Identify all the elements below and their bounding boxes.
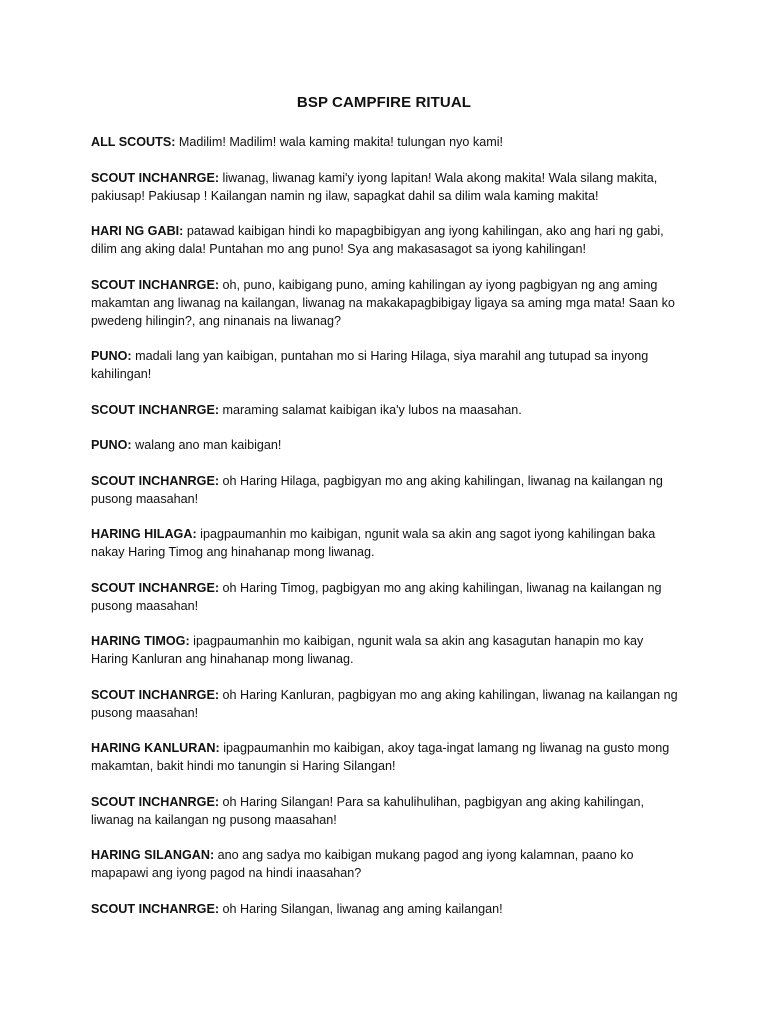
speaker-label: SCOUT INCHANRGE: [91, 170, 220, 185]
dialogue-paragraph [91, 686, 683, 722]
speaker-label: PUNO: [91, 349, 132, 363]
dialogue-text: oh Haring Silangan! Para sa kahulihulihan, pagbigyan ang aking kahilingan, liwanag na kailangan ng pusong maasahan! [91, 794, 645, 827]
speaker-label: SCOUT INCHANRGE: [91, 580, 220, 595]
dialogue-paragraph [91, 739, 683, 775]
dialogue-paragraph [91, 472, 683, 508]
dialogue-text: Madilim! Madilim! wala kaming makita! tulungan nyo kami! [175, 135, 503, 149]
dialogue-text: oh, puno, kaibigang puno, aming kahilingan ay iyong pagbigyan ng ang aming makamtan ang liwanag na kailangan, liwanag na makakapagbibigay ligaya sa aming mga mata! Saan ko pwedeng hilingin?, ang ninanais na liwanag? [91, 277, 675, 328]
speaker-label: PUNO: [91, 438, 132, 452]
dialogue-text: oh Haring Timog, pagbigyan mo ang aking kahilingan, liwanag na kailangan ng pusong maasahan! [91, 580, 662, 613]
dialogue-text: ipagpaumanhin mo kaibigan, ngunit wala sa akin ang sagot iyong kahilingan baka nakay Haring Timog ang hinahanap mong liwanag. [91, 527, 656, 559]
speaker-label: HARING HILAGA: [91, 527, 197, 541]
dialogue-text: oh Haring Hilaga, pagbigyan mo ang aking kahilingan, liwanag na kailangan ng pusong maasahan! [91, 473, 663, 506]
dialogue-paragraph [91, 436, 683, 454]
speaker-label: HARING KANLURAN: [91, 741, 220, 755]
speaker-label: SCOUT INCHANRGE: [91, 277, 220, 292]
dialogue-paragraph [91, 579, 683, 615]
dialogue-paragraph [91, 169, 683, 205]
dialogue-paragraph [91, 846, 683, 882]
dialogue-paragraph [91, 900, 683, 918]
speaker-label: SCOUT INCHANRGE: [91, 794, 220, 809]
dialogue-paragraph [91, 401, 683, 419]
document-title: BSP CAMPFIRE RITUAL [296, 94, 472, 111]
dialogue-text: ano ang sadya mo kaibigan mukang pagod ang iyong kalamnan, paano ko mapapawi ang iyong pagod na hindi inaasahan? [91, 848, 634, 880]
document-body [91, 133, 683, 935]
dialogue-text: ipagpaumanhin mo kaibigan, ngunit wala sa akin ang kasagutan hanapin mo kay Haring Kanluran ang hinahanap mong liwanag. [91, 634, 644, 666]
dialogue-text: oh Haring Silangan, liwanag ang aming kailangan! [219, 901, 503, 916]
dialogue-paragraph [91, 276, 683, 330]
speaker-label: HARING SILANGAN: [91, 848, 215, 862]
speaker-label: SCOUT INCHANRGE: [91, 901, 220, 916]
dialogue-text: ipagpaumanhin mo kaibigan, akoy taga-ingat lamang ng liwanag na gusto mong makamtan, bakit hindi mo tanungin si Haring Silangan! [91, 741, 670, 773]
speaker-label: HARI NG GABI: [91, 224, 184, 238]
dialogue-text: madali lang yan kaibigan, puntahan mo si Haring Hilaga, siya marahil ang tutupad sa inyong kahilingan! [91, 349, 649, 381]
speaker-label: SCOUT INCHANRGE: [91, 402, 220, 417]
dialogue-paragraph [91, 347, 683, 383]
dialogue-text: patawad kaibigan hindi ko mapagbibigyan ang iyong kahilingan, ako ang hari ng gabi, dilim ang aking dala! Puntahan mo ang puno! Sya ang makasasagot sa iyong kahilingan! [91, 224, 664, 256]
dialogue-paragraph [91, 222, 683, 258]
dialogue-text: maraming salamat kaibigan ika'y lubos na maasahan. [219, 402, 522, 417]
dialogue-text: oh Haring Kanluran, pagbigyan mo ang aking kahilingan, liwanag na kailangan ng pusong maasahan! [91, 687, 678, 720]
dialogue-paragraph [91, 632, 683, 668]
dialogue-paragraph [91, 133, 683, 151]
dialogue-paragraph [91, 525, 683, 561]
speaker-label: HARING TIMOG: [91, 634, 190, 648]
dialogue-text: liwanag, liwanag kami'y iyong lapitan! Wala akong makita! Wala silang makita, pakiusap! Pakiusap ! Kailangan namin ng ilaw, sapagkat dahil sa dilim wala kaming makita! [91, 170, 658, 203]
speaker-label: SCOUT INCHANRGE: [91, 687, 220, 702]
dialogue-paragraph [91, 793, 683, 829]
speaker-label: ALL SCOUTS: [91, 135, 176, 149]
dialogue-text: walang ano man kaibigan! [131, 438, 282, 452]
speaker-label: SCOUT INCHANRGE: [91, 473, 220, 488]
